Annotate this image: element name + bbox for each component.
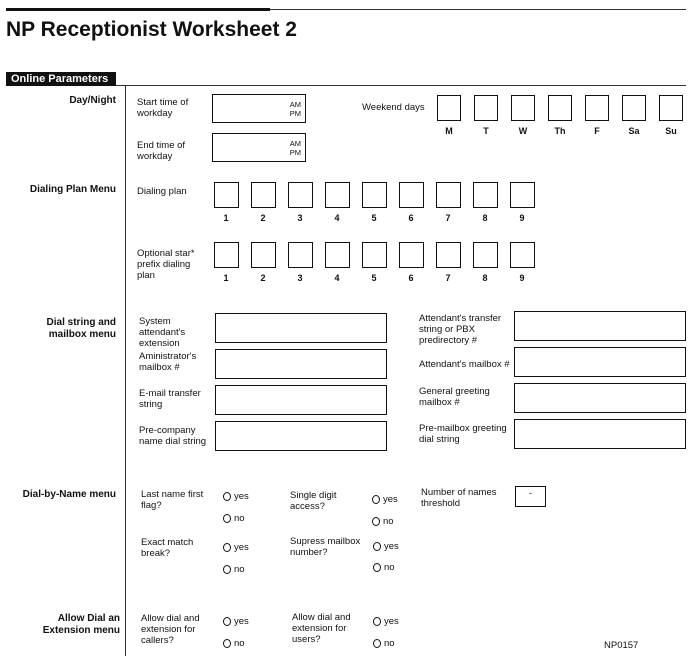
star-plan-box-9[interactable] xyxy=(510,242,535,268)
start-am-label: AM xyxy=(289,100,301,109)
dialing-plan-box-1[interactable] xyxy=(214,182,239,208)
end-time-label: End time of workday xyxy=(137,140,186,162)
star-plan-digit: 7 xyxy=(445,273,451,283)
supress-mailbox-label: Supress mailbox number? xyxy=(290,536,361,558)
exact-match-no[interactable] xyxy=(223,564,245,575)
star-plan-box-8[interactable] xyxy=(473,242,498,268)
supress-mailbox-no[interactable] xyxy=(373,562,395,573)
star-plan-digit: 6 xyxy=(408,273,414,283)
dialing-plan-box-5[interactable] xyxy=(362,182,387,208)
title-rule xyxy=(6,8,270,11)
dialing-plan-box-8[interactable] xyxy=(473,182,498,208)
radio-icon xyxy=(223,565,231,574)
star-plan-digit: 3 xyxy=(297,273,303,283)
weekend-day-label: F xyxy=(594,126,600,136)
dialing-plan-box-6[interactable] xyxy=(399,182,424,208)
radio-icon xyxy=(223,639,231,648)
no-label: no xyxy=(384,638,395,649)
star-plan-box-1[interactable] xyxy=(214,242,239,268)
start-time-label: Start time of workday xyxy=(137,97,189,119)
allow-dial-users-yes[interactable] xyxy=(373,616,399,627)
weekend-box-w[interactable] xyxy=(511,95,535,121)
yes-label: yes xyxy=(384,616,399,627)
pre-company-field[interactable] xyxy=(215,421,387,451)
no-label: no xyxy=(234,564,245,575)
star-plan-digit: 8 xyxy=(482,273,488,283)
dialing-plan-label: Dialing plan xyxy=(137,186,187,197)
dialing-plan-box-4[interactable] xyxy=(325,182,350,208)
star-plan-digit: 4 xyxy=(334,273,340,283)
dialing-plan-digit: 1 xyxy=(223,213,229,223)
weekend-day-label: Sa xyxy=(628,126,640,136)
weekend-day-label: W xyxy=(518,126,528,136)
administrator-mailbox-field[interactable] xyxy=(215,349,387,379)
section-header: Online Parameters xyxy=(6,72,116,86)
allow-dial-callers-no[interactable] xyxy=(223,638,245,649)
end-time-field[interactable] xyxy=(212,133,306,162)
general-greeting-field[interactable] xyxy=(514,383,686,413)
day-night-label: Day/Night xyxy=(69,95,116,106)
end-pm-label: PM xyxy=(289,148,301,157)
allow-dial-menu-label: Allow Dial an Extension menu xyxy=(42,613,120,636)
section-rule xyxy=(116,85,686,86)
radio-icon xyxy=(373,639,381,648)
dialing-plan-digit: 6 xyxy=(408,213,414,223)
attendant-transfer-field[interactable] xyxy=(514,311,686,341)
radio-icon xyxy=(223,543,231,552)
dialing-plan-digit: 7 xyxy=(445,213,451,223)
yes-label: yes xyxy=(383,494,398,505)
allow-dial-callers-yes[interactable] xyxy=(223,616,249,627)
no-label: no xyxy=(234,638,245,649)
star-prefix-label: Optional star* prefix dialing plan xyxy=(137,248,195,281)
dialing-plan-digit: 8 xyxy=(482,213,488,223)
pre-mailbox-greeting-field[interactable] xyxy=(514,419,686,449)
yes-label: yes xyxy=(234,491,249,502)
star-plan-digit: 5 xyxy=(371,273,377,283)
names-threshold-label: Number of names threshold xyxy=(421,487,497,509)
star-plan-digit: 1 xyxy=(223,273,229,283)
weekend-box-su[interactable] xyxy=(659,95,683,121)
dial-string-menu-label: Dial string and mailbox menu xyxy=(46,317,116,340)
weekend-box-sa[interactable] xyxy=(622,95,646,121)
names-threshold-field[interactable]: - xyxy=(515,486,546,507)
dialing-plan-digit: 4 xyxy=(334,213,340,223)
general-greeting-label: General greeting mailbox # xyxy=(419,386,490,408)
radio-icon xyxy=(223,514,231,523)
weekend-day-label: M xyxy=(445,126,453,136)
administrator-mailbox-label: Aministrator's mailbox # xyxy=(139,351,197,373)
dialing-plan-box-7[interactable] xyxy=(436,182,461,208)
last-name-first-no[interactable] xyxy=(223,513,245,524)
no-label: no xyxy=(384,562,395,573)
dial-by-name-menu-label: Dial-by-Name menu xyxy=(22,489,116,500)
last-name-first-yes[interactable] xyxy=(223,491,249,502)
document-code: NP0157 xyxy=(604,640,639,651)
pre-company-label: Pre-company name dial string xyxy=(139,425,207,447)
single-digit-no[interactable] xyxy=(372,516,394,527)
single-digit-label: Single digit access? xyxy=(290,490,337,512)
yes-label: yes xyxy=(234,542,249,553)
allow-dial-callers-label: Allow dial and extension for callers? xyxy=(141,613,200,646)
dialing-plan-digit: 9 xyxy=(519,213,525,223)
weekend-day-label: T xyxy=(483,126,489,136)
dialing-plan-digit: 5 xyxy=(371,213,377,223)
dialing-plan-menu-label: Dialing Plan Menu xyxy=(29,184,116,195)
star-plan-digit: 2 xyxy=(260,273,266,283)
radio-icon xyxy=(223,492,231,501)
weekend-day-label: Su xyxy=(665,126,677,136)
radio-icon xyxy=(373,563,381,572)
weekend-box-th[interactable] xyxy=(548,95,572,121)
no-label: no xyxy=(234,513,245,524)
star-plan-box-4[interactable] xyxy=(325,242,350,268)
system-attendant-label: System attendant's extension xyxy=(139,316,186,349)
dialing-plan-digit: 3 xyxy=(297,213,303,223)
allow-dial-users-label: Allow dial and extension for users? xyxy=(292,612,351,645)
star-plan-box-3[interactable] xyxy=(288,242,313,268)
radio-icon xyxy=(373,617,381,626)
end-am-label: AM xyxy=(289,139,301,148)
weekend-box-f[interactable] xyxy=(585,95,609,121)
dialing-plan-digit: 2 xyxy=(260,213,266,223)
attendant-mailbox-field[interactable] xyxy=(514,347,686,377)
system-attendant-field[interactable] xyxy=(215,313,387,343)
star-plan-digit: 9 xyxy=(519,273,525,283)
email-transfer-field[interactable] xyxy=(215,385,387,415)
weekend-day-label: Th xyxy=(554,126,566,136)
weekend-days-label: Weekend days xyxy=(362,102,425,113)
supress-mailbox-yes[interactable] xyxy=(373,541,399,552)
attendant-mailbox-label: Attendant's mailbox # xyxy=(419,359,510,370)
radio-icon xyxy=(372,517,380,526)
radio-icon xyxy=(372,495,380,504)
allow-dial-users-no[interactable] xyxy=(373,638,395,649)
title-rule-thin xyxy=(270,9,686,10)
star-plan-box-6[interactable] xyxy=(399,242,424,268)
start-pm-label: PM xyxy=(289,109,301,118)
last-name-first-label: Last name first flag? xyxy=(141,489,204,511)
attendant-transfer-label: Attendant's transfer string or PBX predirectory # xyxy=(419,313,502,346)
section-divider xyxy=(125,86,126,656)
star-plan-box-5[interactable] xyxy=(362,242,387,268)
pre-mailbox-greeting-label: Pre-mailbox greeting dial string xyxy=(419,423,507,445)
yes-label: yes xyxy=(384,541,399,552)
dialing-plan-box-3[interactable] xyxy=(288,182,313,208)
star-plan-box-2[interactable] xyxy=(251,242,276,268)
star-plan-box-7[interactable] xyxy=(436,242,461,268)
weekend-box-m[interactable] xyxy=(437,95,461,121)
start-time-field[interactable] xyxy=(212,94,306,123)
exact-match-label: Exact match break? xyxy=(141,537,194,559)
radio-icon xyxy=(373,542,381,551)
dialing-plan-box-2[interactable] xyxy=(251,182,276,208)
yes-label: yes xyxy=(234,616,249,627)
no-label: no xyxy=(383,516,394,527)
email-transfer-label: E-mail transfer string xyxy=(139,388,201,410)
radio-icon xyxy=(223,617,231,626)
single-digit-yes[interactable] xyxy=(372,494,398,505)
dialing-plan-box-9[interactable] xyxy=(510,182,535,208)
exact-match-yes[interactable] xyxy=(223,542,249,553)
weekend-box-t[interactable] xyxy=(474,95,498,121)
page-title: NP Receptionist Worksheet 2 xyxy=(6,18,297,41)
